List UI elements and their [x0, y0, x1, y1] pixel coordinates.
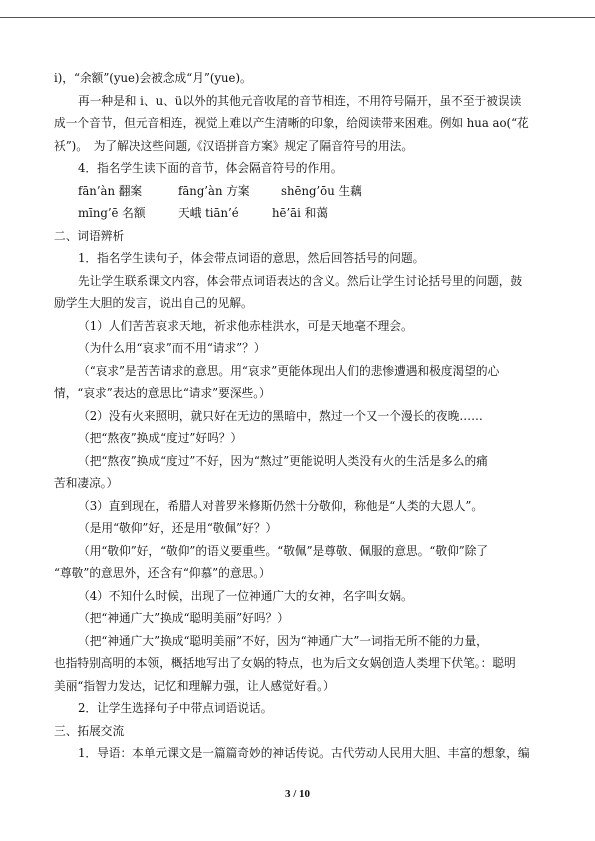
paragraph: 成一个音节，但元音相连，视觉上难以产生清晰的印象，给阅读带来困难。例如 hua ao(“花	[54, 116, 529, 130]
pinyin-item: mīng’ē 名额	[78, 206, 146, 220]
section-heading: 三、拓展交流	[54, 723, 125, 738]
paragraph: （把“神通广大”换成“聪明美丽”不好，因为“神通广大”一词指无所不能的力量，	[78, 633, 488, 648]
paragraph: （是用“敬仰”好，还是用“敬佩”好？）	[78, 521, 278, 535]
paragraph: （用“敬仰”好，“敬仰”的语义要重些。“敬佩”是尊敬、佩服的意思。“敬仰”除了	[78, 543, 489, 558]
paragraph: （1）人们苦苦哀求天地，祈求他赤桂洪水，可是天地毫不理会。	[78, 318, 413, 333]
paragraph: 1．导语：本单元课文是一篇篇奇妙的神话传说。古代劳动人民用大胆、丰富的想象，编	[78, 746, 530, 760]
pinyin-row	[54, 180, 544, 203]
paragraph: 先让学生联系课文内容，体会带点词语表达的含义。然后让学生讨论括号里的问题，鼓	[78, 273, 523, 288]
paragraph: i)，“余额”(yue)会被念成“月”(yue)。	[54, 71, 252, 85]
pinyin-item: fāng’àn 方案	[178, 183, 250, 198]
page-number: 3 / 10	[284, 788, 311, 800]
pinyin-item: hē’āi 和蔼	[272, 206, 328, 220]
paragraph: （2）没有火来照明，就只好在无边的黑暗中，熬过一个又一个漫长的夜晚……	[78, 408, 483, 423]
paragraph: 苦和凄凉。）	[54, 476, 119, 490]
paragraph: 再一种是和 i、u、ü以外的其他元音收尾的音节相连，不用符号隔开，虽不至于被误读	[78, 93, 522, 108]
paragraph: 袄”)。 为了解决这些问题,《汉语拼音方案》规定了隔音符号的用法。	[54, 138, 414, 153]
header-rule	[0, 17, 595, 18]
paragraph: “尊敬”的意思外，还含有“仰慕”的意思。）	[54, 566, 271, 580]
paragraph: 美丽“指智力发达，记忆和理解力强，让人感觉好看。）	[54, 678, 335, 693]
paragraph: 2．让学生选择句子中带点词语说话。	[78, 701, 273, 715]
paragraph: （把“神通广大”换成“聪明美丽”好吗？）	[78, 611, 289, 625]
paragraph: （3）直到现在，希腊人对普罗米修斯仍然十分敬仰，称他是“人类的大恩人”。	[78, 498, 484, 513]
pinyin-item: fān’àn 翻案	[78, 183, 143, 198]
paragraph: 4．指名学生读下面的音节，体会隔音符号的作用。	[78, 161, 343, 175]
page-body	[54, 67, 544, 765]
paragraph: （把“熬夜”换成“度过”好吗？）	[78, 431, 243, 445]
paragraph: 也指特别高明的本领，概括地写出了女娲的特点，也为后文女娲创造人类埋下伏笔。：聪明	[54, 656, 516, 670]
pinyin-item: 天峨 tiān’é	[178, 206, 239, 220]
paragraph: （为什么用“哀求”而不用“请求”？）	[78, 341, 266, 355]
section-heading: 二、词语辨析	[54, 228, 125, 243]
paragraph: （4）不知什么时候，出现了一位神通广大的女神，名字叫女娲。	[78, 588, 413, 603]
paragraph: 励学生大胆的发言，说出自己的见解。	[54, 296, 253, 310]
pinyin-item: shēng’ōu 生藕	[281, 183, 362, 198]
paragraph: （“哀求”是苦苦请求的意思。用“哀求”更能体现出人们的悲惨遭遇和极度渴望的心	[78, 363, 500, 378]
paragraph: （把“熬夜”换成“度过”不好，因为“熬过”更能说明人类没有火的生活是多么的痛	[78, 453, 488, 468]
paragraph: 1．指名学生读句子，体会带点词语的意思，然后回答括号的问题。	[78, 251, 425, 265]
paragraph: 情，“哀求”表达的意思比“请求”要深些。）	[54, 386, 271, 400]
pinyin-row	[54, 202, 544, 225]
